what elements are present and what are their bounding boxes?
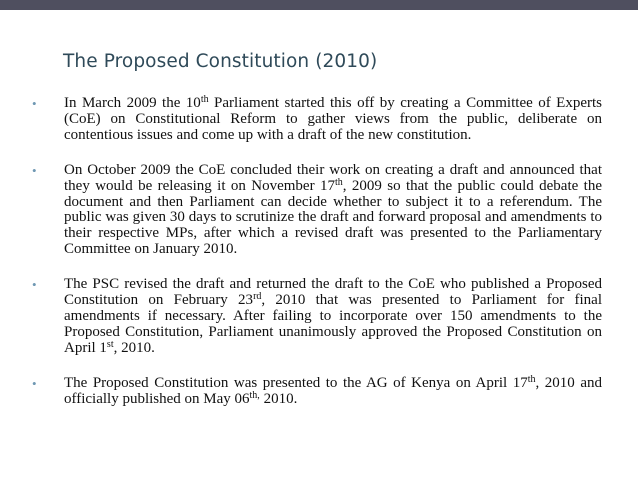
bullet-dot-icon: • [32,277,37,293]
bullet-list [32,96,602,427]
ordinal-suffix: th [527,373,536,385]
ordinal-suffix: th, [249,389,260,401]
bullet-text: The Proposed Constitution was presented to the AG of Kenya on April 17 [64,374,528,391]
bullet-text: In March 2009 the 10 [64,95,201,111]
bullet-dot-icon: • [32,162,37,178]
bullet-text: On October 2009 the CoE concluded their work on creating a draft and announced that they would be releasing it on November 17 [64,161,602,194]
bullet-text: , 2010. [113,339,155,356]
bullet-dot-icon: • [32,375,37,391]
ordinal-suffix: th [334,176,343,188]
ordinal-suffix: th [200,94,209,105]
ordinal-suffix: st [106,338,114,350]
bullet-text: Parliament started this off by creating a Committee of Experts (CoE) on Constitutional Reform to gather views from the public, deliberate on contentious issues and come up with a draft of the new constitution. [64,95,602,143]
bullet-item [32,373,602,408]
bullet-text: The PSC revised the draft and returned the draft to the CoE who published a Proposed Constitution on February 23 [64,276,602,309]
slide-title: The Proposed Constitution (2010) [63,51,378,72]
bullet-item [32,96,602,144]
bullet-text: , 2009 so that the public could debate the document and then Parliament can decide whether to subject it to a referendum. The public was given 30 days to scrutinize the draft and forward proposal and amendments to their respective MPs, after which a revised draft was presented to the Parliamentary Committee on January 2010. [64,177,602,258]
bullet-text: , 2010 and officially published on May 06 [64,374,602,407]
bullet-dot-icon: • [32,96,37,111]
top-accent-bar [0,0,638,10]
bullet-text: 2010. [259,390,298,407]
ordinal-suffix: rd [253,291,262,303]
bullet-item [32,163,602,258]
bullet-item [32,277,602,357]
bullet-text: , 2010 that was presented to Parliament for final amendments if necessary. After failing to incorporate over 150 amendments to the Proposed Constitution, Parliament unanimously approved the Proposed Constitution on April 1 [64,292,603,356]
